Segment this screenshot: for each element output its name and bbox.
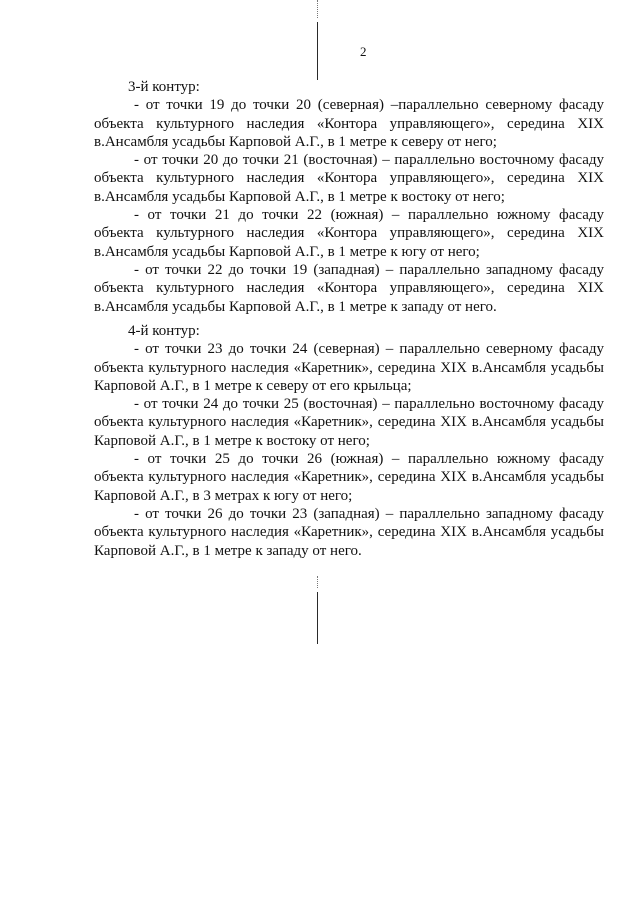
top-vertical-rule <box>317 22 318 80</box>
top-dotted-rule <box>317 0 319 18</box>
contour-3-item-3: - от точки 21 до точки 22 (южная) – параллельно южному фасаду объекта культурного наследия «Контора управляющего», середина XIX в.Ансамбля усадьбы Карповой А.Г., в 1 метре к югу от него; <box>94 207 604 260</box>
contour-3-item-2: - от точки 20 до точки 21 (восточная) – параллельно восточному фасаду объекта культурного наследия «Контора управляющего», середина XIX в.Ансамбля усадьбы Карповой А.Г., в 1 метре к востоку от него; <box>94 152 604 205</box>
contour-3-section <box>94 78 604 316</box>
page-number: 2 <box>360 44 367 59</box>
bottom-dotted-rule <box>317 576 319 588</box>
contour-4-section <box>94 322 604 560</box>
contour-4-item-3: - от точки 25 до точки 26 (южная) – параллельно южному фасаду объекта культурного наследия «Каретник», середина XIX в.Ансамбля усадьбы Карповой А.Г., в 3 метрах к югу от него; <box>94 451 604 504</box>
contour-4-item-2: - от точки 24 до точки 25 (восточная) – параллельно восточному фасаду объекта культурного наследия «Каретник», середина XIX в.Ансамбля усадьбы Карповой А.Г., в 1 метре к востоку от него; <box>94 396 604 449</box>
contour-3-title: 3-й контур: <box>128 79 200 95</box>
bottom-vertical-rule <box>317 592 318 644</box>
contour-4-item-1: - от точки 23 до точки 24 (северная) – параллельно северному фасаду объекта культурного наследия «Каретник», середина XIX в.Ансамбля усадьбы Карповой А.Г., в 1 метре к северу от его крыльца; <box>94 341 604 394</box>
contour-4-title: 4-й контур: <box>128 323 200 339</box>
contour-3-item-1: - от точки 19 до точки 20 (северная) –параллельно северному фасаду объекта культурного наследия «Контора управляющего», середина XIX в.Ансамбля усадьбы Карповой А.Г., в 1 метре к северу от него; <box>94 97 604 150</box>
contour-3-item-4: - от точки 22 до точки 19 (западная) – параллельно западному фасаду объекта культурного наследия «Контора управляющего», середина XIX в.Ансамбля усадьбы Карповой А.Г., в 1 метре к западу от него. <box>94 261 604 315</box>
contour-4-item-4: - от точки 26 до точки 23 (западная) – параллельно западному фасаду объекта культурного наследия «Каретник», середина XIX в.Ансамбля усадьбы Карповой А.Г., в 1 метре к западу от него. <box>94 505 604 559</box>
